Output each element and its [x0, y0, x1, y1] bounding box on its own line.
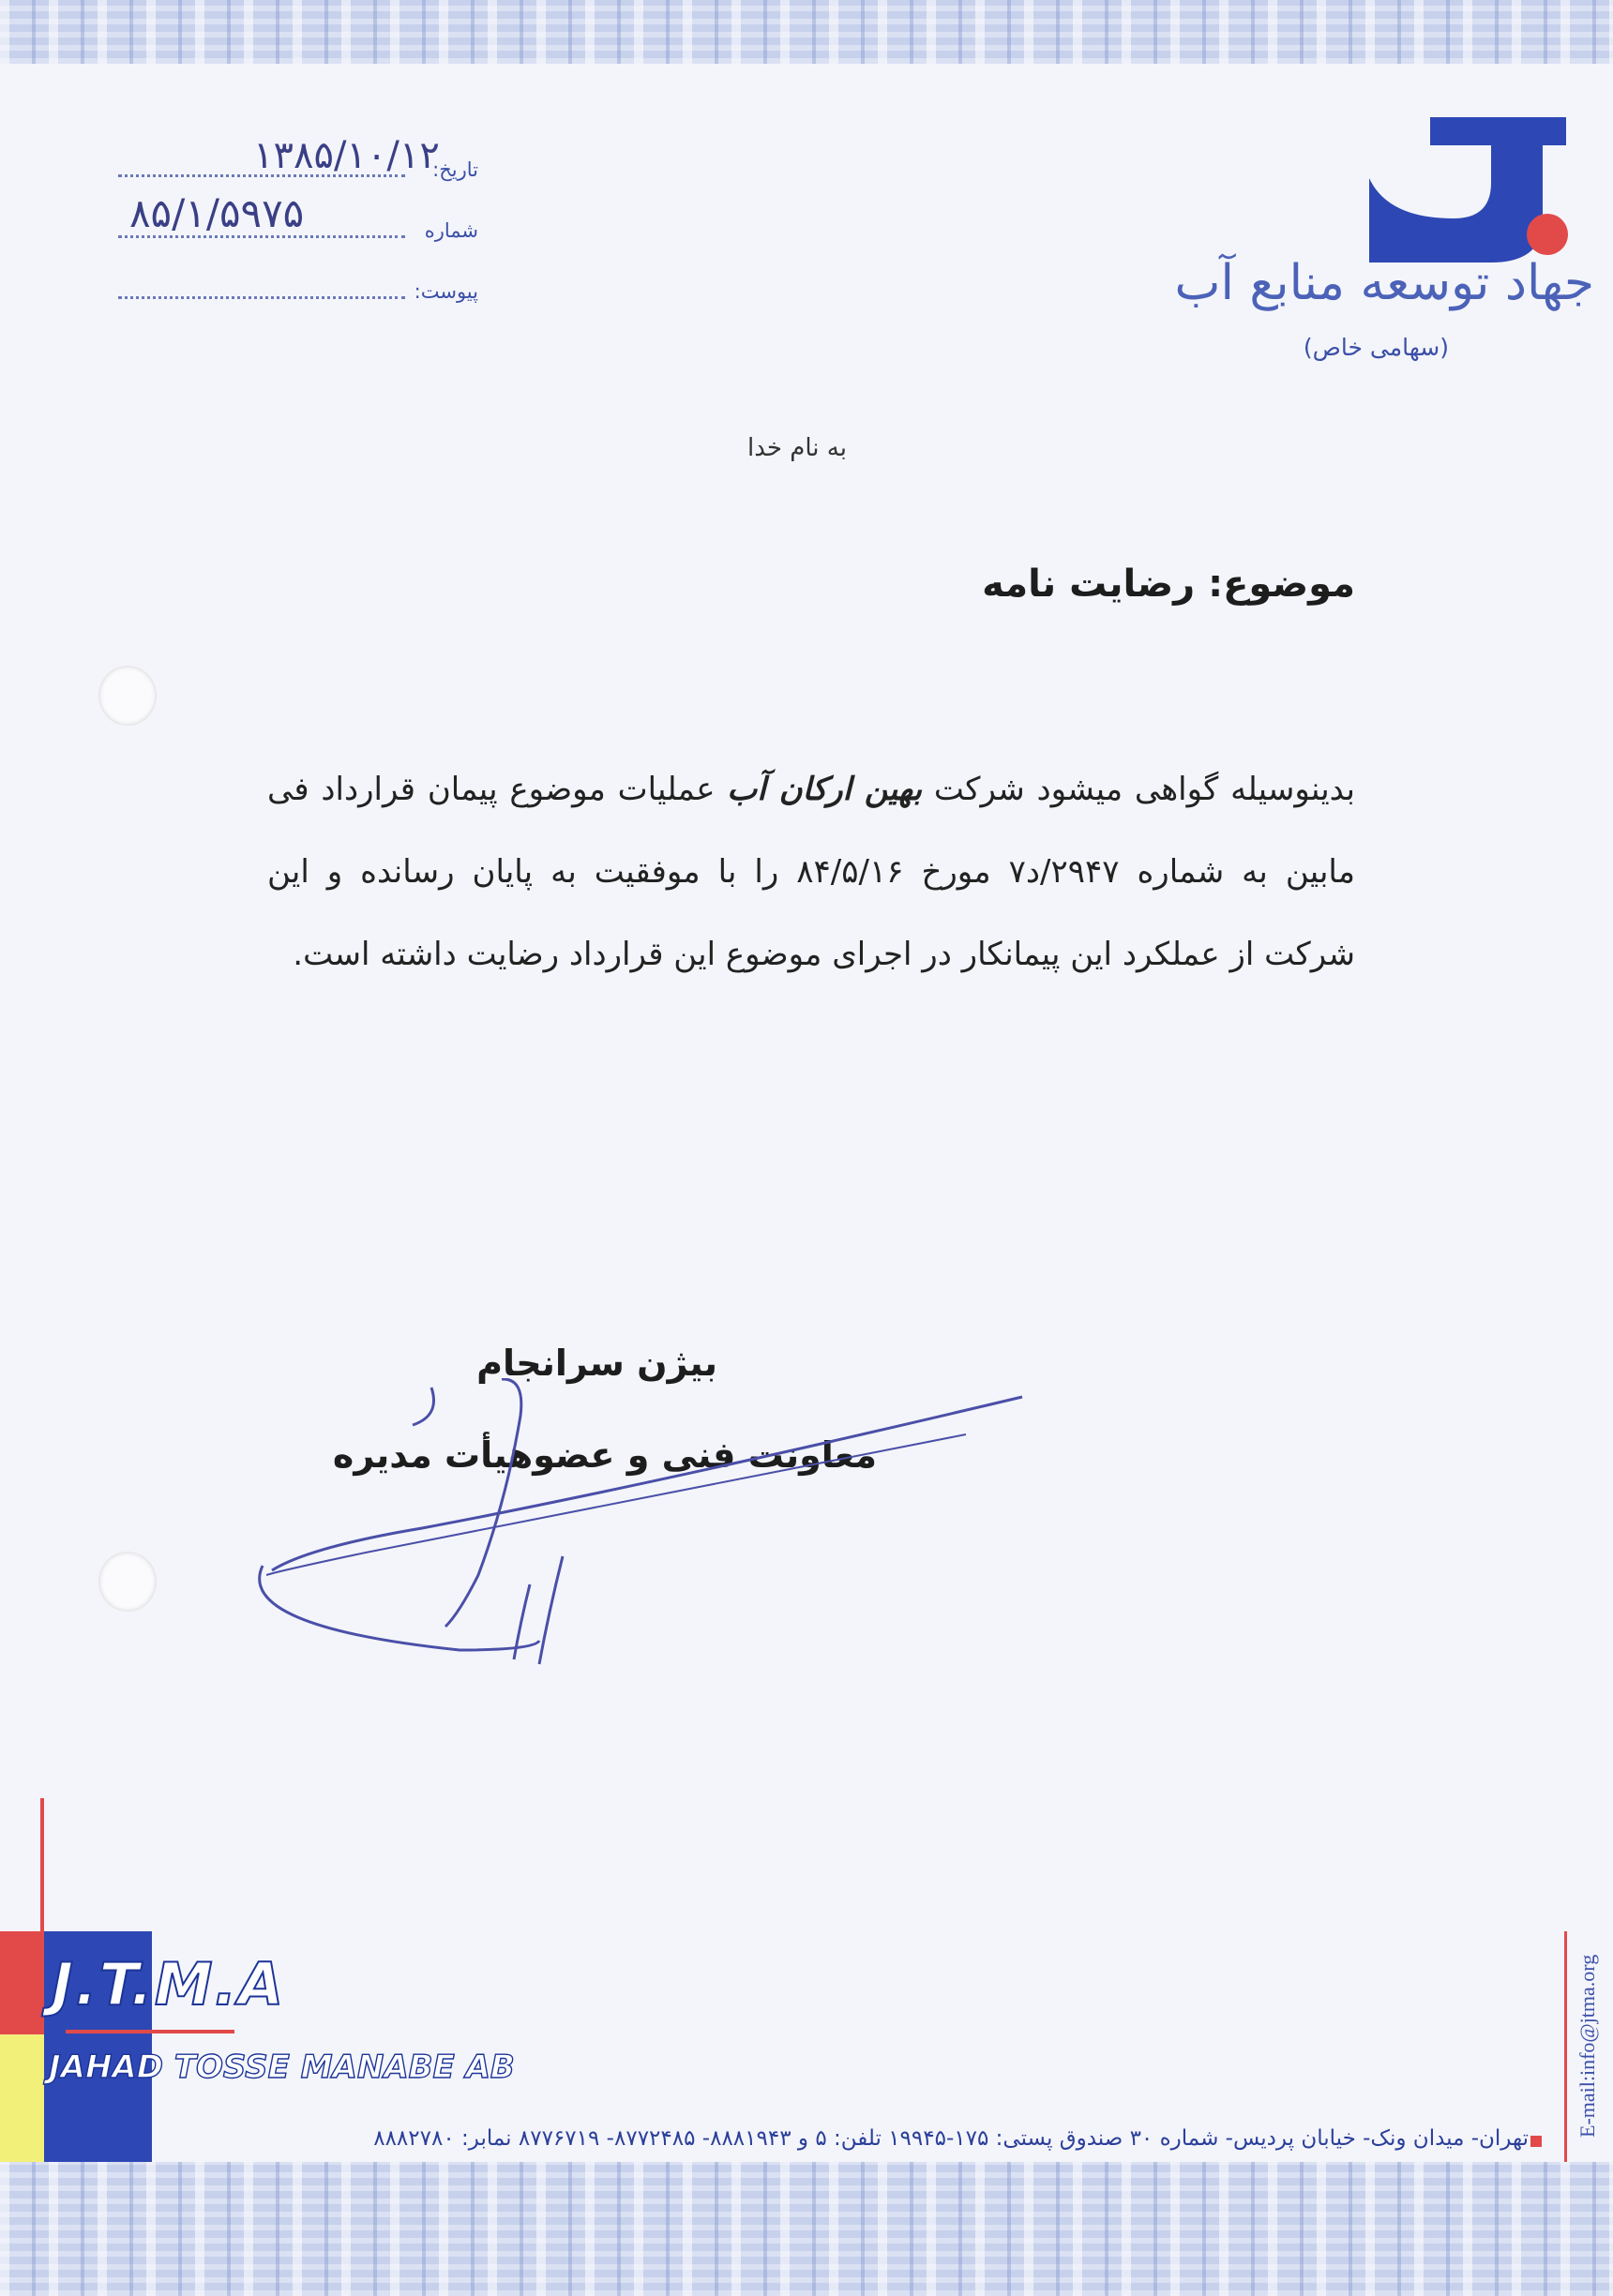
- number-label: شماره: [424, 219, 478, 242]
- date-row: [113, 134, 478, 183]
- organization-type: (سهامی خاص): [1303, 334, 1449, 361]
- letter-body: [267, 748, 1355, 996]
- attachment-dotted-line: [118, 296, 405, 299]
- footer-red-block: [0, 1931, 44, 2034]
- organization-name: جهاد توسعه منابع آب: [1174, 255, 1594, 311]
- punch-hole-top: [98, 666, 157, 726]
- contractor-name: بهین ارکان آب: [727, 771, 923, 808]
- body-text-part2: عملیات موضوع پیمان قرارداد فی مابین به شماره ۲۹۴۷/د۷ مورخ ۸۴/۵/۱۶ را با موفقیت به پایان رسانده و این شرکت از عملکرد این پیمانکار در اجرای موضوع این قرارداد رضایت داشته است.: [267, 771, 1356, 973]
- signatory-title: معاونت فنی و عضوهیأت مدیره: [332, 1434, 877, 1476]
- jtma-logo: J.T.M.A: [52, 1950, 286, 2018]
- email-vertical-rule: [1564, 1931, 1567, 2175]
- decorative-bottom-band: [0, 2162, 1613, 2296]
- attachment-row: [113, 267, 478, 305]
- date-dotted-line: [118, 174, 405, 177]
- number-value: ۸۵/۱/۵۹۷۵: [129, 190, 305, 236]
- number-dotted-line: [118, 235, 405, 238]
- punch-hole-bottom: [98, 1552, 157, 1612]
- subject-line: موضوع: رضایت نامه: [982, 563, 1355, 606]
- jtma-logo-underline: [66, 2030, 234, 2033]
- attachment-label: پیوست:: [414, 280, 478, 303]
- handwritten-signature: [253, 1378, 1097, 1697]
- decorative-top-band: [0, 0, 1613, 64]
- number-row: [113, 190, 478, 244]
- date-label: تاریخ:: [432, 158, 478, 181]
- body-text-part1: بدینوسیله گواهی میشود شرکت: [922, 771, 1355, 808]
- invocation: به نام خدا: [747, 434, 847, 462]
- company-english-name: JAHAD TOSSE MANABE AB: [49, 2048, 515, 2086]
- footer-address: تهران- میدان ونک- خیابان پردیس- شماره ۳۰ صندوق پستی: ۱۷۵-۱۹۹۴۵ تلفن: ۵ و ۸۸۸۱۹۴۳- ۸۷۷۲۴۸۵- ۸۷۷۶۷۱۹ نمابر: ۸۸۸۲۷۸۰: [373, 2126, 1529, 2151]
- date-value: ۱۳۸۵/۱۰/۱۲: [253, 134, 440, 177]
- organization-logo-icon: [1350, 108, 1575, 272]
- footer-email: E-mail:info@jtma.org: [1575, 1954, 1599, 2138]
- footer-bullet-icon: [1530, 2136, 1542, 2147]
- signatory-name: بیژن سرانجام: [476, 1343, 717, 1384]
